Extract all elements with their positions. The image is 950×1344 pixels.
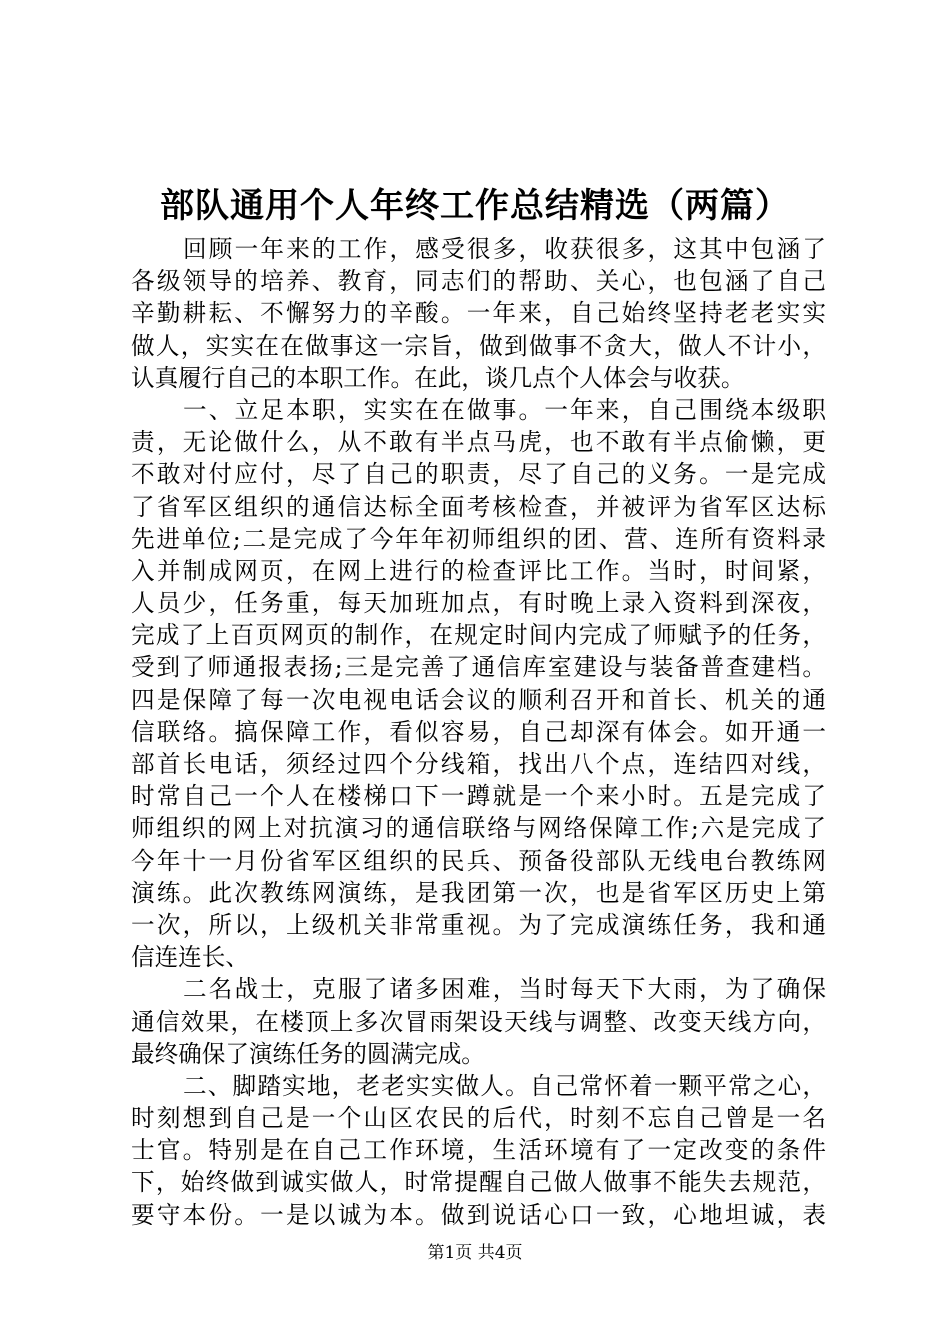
- body-line: 时常自己一个人在楼梯口下一蹲就是一个来小时。五是完成了: [131, 782, 826, 811]
- body-line: 士官。特别是在自己工作环境，生活环境有了一定改变的条件: [131, 1136, 826, 1165]
- body-line: 完成了上百页网页的制作，在规定时间内完成了师赋予的任务，: [131, 621, 826, 650]
- body-line: 责，无论做什么，从不敢有半点马虎，也不敢有半点偷懒，更: [131, 428, 826, 457]
- body-line: 一次，所以，上级机关非常重视。为了完成演练任务，我和通: [131, 910, 826, 939]
- body-line: 先进单位;二是完成了今年年初师组织的团、营、连所有资料录: [131, 524, 826, 553]
- body-line: 信联络。搞保障工作，看似容易，自己却深有体会。如开通一: [131, 717, 826, 746]
- body-line: 时刻想到自己是一个山区农民的后代，时刻不忘自己曾是一名: [131, 1104, 826, 1133]
- body-line: 信连连长、: [131, 943, 249, 972]
- body-line: 人员少，任务重，每天加班加点，有时晚上录入资料到深夜，: [131, 589, 826, 618]
- body-line: 一、立足本职，实实在在做事。一年来，自己围绕本级职: [183, 395, 826, 424]
- body-line: 入并制成网页，在网上进行的检查评比工作。当时，时间紧，: [131, 556, 826, 585]
- body-line: 不敢对付应付，尽了自己的职责，尽了自己的义务。一是完成: [131, 460, 826, 489]
- body-line: 受到了师通报表扬;三是完善了通信库室建设与装备普查建档。: [131, 653, 826, 682]
- document-body: [131, 233, 826, 1231]
- body-line: 做人，实实在在做事这一宗旨，做到做事不贪大，做人不计小，: [131, 331, 826, 360]
- body-line: 今年十一月份省军区组织的民兵、预备役部队无线电台教练网: [131, 846, 826, 875]
- body-line: 各级领导的培养、教育，同志们的帮助、关心，也包涵了自己: [131, 267, 826, 296]
- body-line: 演练。此次教练网演练，是我团第一次，也是省军区历史上第: [131, 878, 826, 907]
- body-line: 最终确保了演练任务的圆满完成。: [131, 1039, 485, 1068]
- body-line: 二、脚踏实地，老老实实做人。自己常怀着一颗平常之心，: [183, 1071, 826, 1100]
- body-line: 部首长电话，须经过四个分线箱，找出八个点，连结四对线，: [131, 750, 826, 778]
- body-line: 辛勤耕耘、不懈努力的辛酸。一年来，自己始终坚持老老实实: [131, 299, 826, 328]
- body-line: 认真履行自己的本职工作。在此，谈几点个人体会与收获。: [131, 363, 745, 392]
- body-line: 师组织的网上对抗演习的通信联络与网络保障工作;六是完成了: [131, 814, 826, 843]
- body-line: 回顾一年来的工作，感受很多，收获很多，这其中包涵了: [183, 235, 826, 263]
- body-line: 二名战士，克服了诸多困难，当时每天下大雨，为了确保: [183, 975, 826, 1004]
- body-line: 下，始终做到诚实做人，时常提醒自己做人做事不能失去规范，: [131, 1168, 826, 1197]
- body-line: 四是保障了每一次电视电话会议的顺利召开和首长、机关的通: [131, 685, 826, 714]
- body-line: 通信效果，在楼顶上多次冒雨架设天线与调整、改变天线方向，: [131, 1007, 826, 1036]
- body-line: 要守本份。一是以诚为本。做到说话心口一致，心地坦诚，表: [131, 1200, 826, 1229]
- page-footer: 第1页 共4页: [427, 1243, 523, 1263]
- body-line: 了省军区组织的通信达标全面考核检查，并被评为省军区达标: [131, 492, 826, 521]
- document-title: 部队通用个人年终工作总结精选（两篇）: [160, 186, 790, 226]
